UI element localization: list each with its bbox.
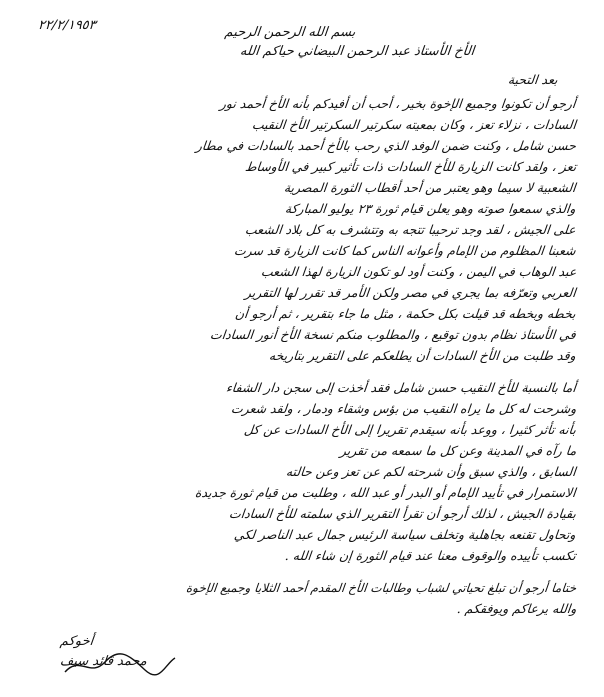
basmala-header: بسم الله الرحمن الرحيم: [223, 25, 357, 40]
body-line: وشرحت له كل ما يراه النقيب من بؤس وشقاء ودمار ، ولقد شعرت: [229, 401, 577, 416]
letter-closing: أخوكم: [59, 634, 95, 649]
greeting-line: بعد التحية: [507, 72, 559, 87]
salutation-line: الأخ الأستاذ عبد الرحمن البيضاني حياكم الله: [239, 44, 475, 59]
body-line: على الجيش ، لقد وجد ترحيبا تتجه به وتتشرف به كل بلاد الشعب: [244, 222, 577, 237]
body-line: وقد طلبت من الأخ السادات أن يطلعكم على التقرير بتاريخه: [268, 348, 577, 363]
body-line: وتحاول تقنعه بجاهلية وتخلف سياسة الرئيس جمال عبد الناصر لكي: [233, 527, 577, 542]
body-line: شعبنا المظلوم من الإمام وأعوانه الناس كما كانت الزيارة قد سرت: [233, 243, 577, 258]
body-line: عبد الوهاب في اليمن ، وكنت أود لو تكون الزيارة لهذا الشعب: [259, 264, 577, 279]
body-line: بقيادة الجيش ، لذلك أرجو أن تقرأ التقرير الذي سلمته للأخ السادات: [228, 506, 577, 521]
body-line: أما بالنسبة للأخ النقيب حسن شامل فقد أخذت إلى سجن دار الشفاء: [225, 380, 577, 395]
body-line: والذي سمعوا صوته وهو يعلن قيام ثورة ٢٣ يوليو المباركة: [284, 201, 577, 216]
body-line: تعز ، ولقد كانت الزيارة للأخ السادات ذات تأثير كبير في الأوساط: [243, 159, 577, 174]
body-line: الشعبية لا سيما وهو يعتبر من أحد أقطاب الثورة المصرية: [283, 180, 577, 195]
body-line: السادات ، نزلاء تعز ، وكان بمعيته سكرتير السكرتير الأخ النقيب: [251, 117, 577, 132]
body-line: حسن شامل ، وكنت ضمن الوفد الذي رحب بالأخ أحمد بالسادات في مطار: [195, 138, 577, 153]
letter-date: ٢٢/٢/١٩٥٣: [37, 18, 97, 33]
body-line: بخطه وبخطه قد قيلت بكل حكمة ، مثل ما جاء بتقرير ، ثم أرجو أن: [234, 306, 577, 321]
body-line: العربي وتعرّفه بما يجري في مصر ولكن الأمر قد تقرر لها التقرير: [244, 285, 577, 300]
body-line: ختاما أرجو أن تبلغ تحياتي لشباب وطالبات الأخ المقدم أحمد الثلايا وجميع الإخوة: [185, 581, 577, 595]
body-line: السابق ، والذي سبق وأن شرحته لكم عن تعز وعن حالته: [285, 464, 577, 479]
body-line: أرجو أن تكونوا وجميع الإخوة بخير ، أحب أن أفيدكم بأنه الأخ أحمد نور: [219, 96, 577, 111]
body-line: الاستمرار في تأييد الإمام أو البدر أو عبد الله ، وطلبت من قيام ثورة جديدة: [194, 485, 577, 500]
body-line: والله يرعاكم ويوفقكم .: [455, 601, 577, 616]
body-line: في الأستاذ نظام بدون توقيع ، والمطلوب منكم نسخة الأخ أنور السادات: [209, 327, 577, 342]
signature-flourish: [60, 650, 180, 680]
body-line: بأنه تأثر كثيرا ، ووعد بأنه سيقدم تقريرا إلى الأخ السادات عن كل: [243, 422, 577, 437]
body-line: تكسب تأييده والوقوف معنا عند قيام الثورة إن شاء الله .: [284, 548, 577, 563]
letter-signature: محمد قائد سيف: [59, 654, 148, 669]
body-line: ما رآه في المدينة وعن كل ما سمعه من تقرير: [338, 443, 577, 458]
